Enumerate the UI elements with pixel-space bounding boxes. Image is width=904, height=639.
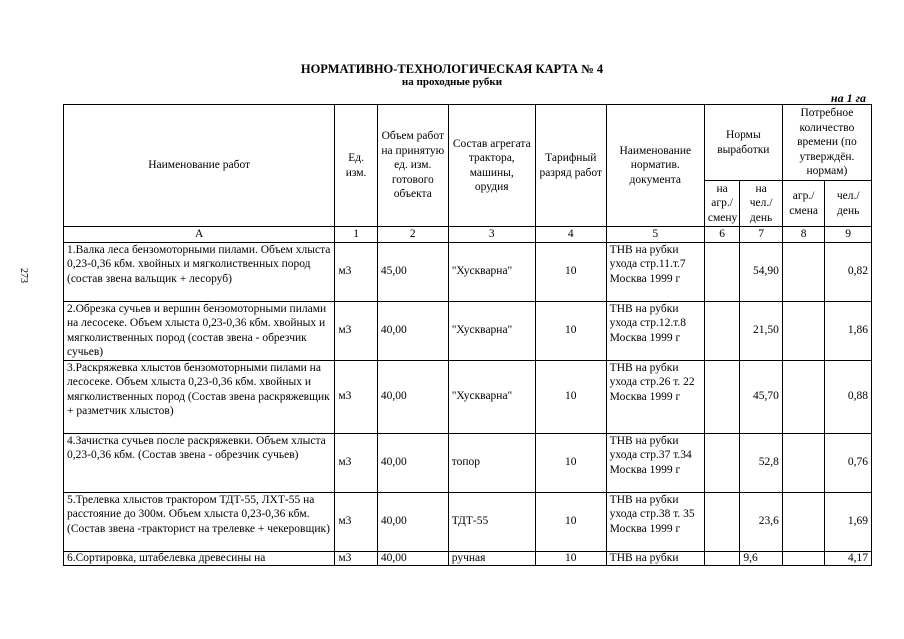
- cell-norm-man: 21,50: [740, 301, 783, 360]
- cell-work-name: 4.Зачистка сучьев после раскряжевки. Объем хлыста 0,23-0,36 кбм. (Состав звена - обрезчик сучьев): [64, 433, 335, 492]
- header-time-man: чел./ день: [825, 181, 872, 227]
- cell-time-man: 0,76: [825, 433, 872, 492]
- cell-document: ТНВ на рубки: [606, 551, 704, 565]
- header-name: Наименование работ: [64, 105, 335, 227]
- column-number-row: [64, 227, 872, 243]
- cell-time-agg: [782, 242, 825, 301]
- column-number: 7: [740, 227, 783, 243]
- header-unit: Ед. изм.: [335, 105, 378, 227]
- cell-unit: м3: [335, 433, 378, 492]
- column-number: А: [64, 227, 335, 243]
- cell-document: ТНВ на рубки ухода стр.38 т. 35 Москва 1999 г: [606, 492, 704, 551]
- page-number: 273: [18, 268, 29, 283]
- cell-volume: 40,00: [377, 492, 448, 551]
- cell-volume: 40,00: [377, 551, 448, 565]
- cell-work-name: 5.Трелевка хлыстов трактором ТДТ-55, ЛХТ-55 на расстояние до 300м. Объем хлыста 0,23-0,36 кбм. (Состав звена -тракторист на трелевке + чекеровщик): [64, 492, 335, 551]
- cell-aggregate: "Хускварна": [448, 360, 535, 433]
- cell-document: ТНВ на рубки ухода стр.37 т.34 Москва 1999 г: [606, 433, 704, 492]
- table-body: [64, 242, 872, 565]
- cell-time-agg: [782, 301, 825, 360]
- column-number: 4: [535, 227, 606, 243]
- cell-work-name: 1.Валка леса бензомоторными пилами. Объем хлыста 0,23-0,36 кбм. хвойных и мягколиственных пород (состав звена вальщик + лесоруб): [64, 242, 335, 301]
- cell-norm-agg: [704, 551, 739, 565]
- cell-time-man: 1,86: [825, 301, 872, 360]
- table-row: [64, 360, 872, 433]
- column-number: 2: [377, 227, 448, 243]
- cell-time-agg: [782, 551, 825, 565]
- cell-document: ТНВ на рубки ухода стр.12.т.8 Москва 1999 г: [606, 301, 704, 360]
- cell-grade: 10: [535, 492, 606, 551]
- cell-norm-man: 54,90: [740, 242, 783, 301]
- column-number: 1: [335, 227, 378, 243]
- header-norms: Нормы выработки: [704, 105, 782, 181]
- header-aggregate: Состав агрегата трактора, машины, орудия: [448, 105, 535, 227]
- cell-time-agg: [782, 492, 825, 551]
- header-volume: Объем работ на принятую ед. изм. готового объекта: [377, 105, 448, 227]
- cell-aggregate: "Хускварна": [448, 242, 535, 301]
- header-grade: Тарифный разряд работ: [535, 105, 606, 227]
- cell-norm-agg: [704, 492, 739, 551]
- cell-unit: м3: [335, 360, 378, 433]
- cell-grade: 10: [535, 301, 606, 360]
- cell-grade: 10: [535, 551, 606, 565]
- cell-grade: 10: [535, 242, 606, 301]
- cell-norm-man: 45,70: [740, 360, 783, 433]
- cell-norm-man: 9,6: [740, 551, 783, 565]
- document-title: НОРМАТИВНО-ТЕХНОЛОГИЧЕСКАЯ КАРТА № 4: [300, 62, 604, 76]
- cell-document: ТНВ на рубки ухода стр.26 т. 22 Москва 1999 г: [606, 360, 704, 433]
- table-row: [64, 551, 872, 565]
- cell-volume: 40,00: [377, 433, 448, 492]
- norm-tech-card-table: [63, 104, 872, 566]
- cell-unit: м3: [335, 492, 378, 551]
- header-document: Наименование норматив. документа: [606, 105, 704, 227]
- cell-norm-agg: [704, 301, 739, 360]
- table-row: [64, 492, 872, 551]
- cell-aggregate: топор: [448, 433, 535, 492]
- header-time: Потребное количество времени (по утверждён. нормам): [782, 105, 871, 181]
- cell-work-name: 6.Сортировка, штабелевка древесины на: [64, 551, 335, 565]
- column-number: 6: [704, 227, 739, 243]
- cell-unit: м3: [335, 301, 378, 360]
- table-row: [64, 242, 872, 301]
- cell-aggregate: "Хускварна": [448, 301, 535, 360]
- cell-grade: 10: [535, 360, 606, 433]
- table-header: [64, 105, 872, 243]
- cell-time-man: 4,17: [825, 551, 872, 565]
- table-row: [64, 433, 872, 492]
- cell-time-man: 0,82: [825, 242, 872, 301]
- cell-volume: 45,00: [377, 242, 448, 301]
- cell-time-agg: [782, 360, 825, 433]
- cell-volume: 40,00: [377, 301, 448, 360]
- cell-aggregate: ТДТ-55: [448, 492, 535, 551]
- column-number: 9: [825, 227, 872, 243]
- cell-time-agg: [782, 433, 825, 492]
- cell-norm-agg: [704, 242, 739, 301]
- cell-grade: 10: [535, 433, 606, 492]
- cell-norm-man: 52,8: [740, 433, 783, 492]
- cell-time-man: 1,69: [825, 492, 872, 551]
- header-time-agg: агр./ смена: [782, 181, 825, 227]
- column-number: 5: [606, 227, 704, 243]
- cell-norm-man: 23,6: [740, 492, 783, 551]
- header-norms-man: на чел./ день: [740, 181, 783, 227]
- column-number: 3: [448, 227, 535, 243]
- cell-norm-agg: [704, 433, 739, 492]
- cell-aggregate: ручная: [448, 551, 535, 565]
- cell-work-name: 2.Обрезка сучьев и вершин бензомоторными пилами на лесосеке. Объем хлыста 0,23-0,36 кбм. хвойных и мягколиственных пород (состав звена - обрезчик сучьев): [64, 301, 335, 360]
- cell-norm-agg: [704, 360, 739, 433]
- cell-volume: 40,00: [377, 360, 448, 433]
- cell-document: ТНВ на рубки ухода стр.11.т.7 Москва 1999 г: [606, 242, 704, 301]
- header-norms-agg: на агр./ смену: [704, 181, 739, 227]
- cell-unit: м3: [335, 242, 378, 301]
- column-number: 8: [782, 227, 825, 243]
- document-subtitle: на проходные рубки: [401, 76, 503, 88]
- table-row: [64, 301, 872, 360]
- cell-unit: м3: [335, 551, 378, 565]
- cell-time-man: 0,88: [825, 360, 872, 433]
- unit-note: на 1 га: [830, 91, 866, 105]
- cell-work-name: 3.Раскряжевка хлыстов бензомоторными пилами на лесосеке. Объем хлыста 0,23-0,36 кбм. хвойных и мягколиственных пород (Состав звена раскряжевщик + разметчик хлыстов): [64, 360, 335, 433]
